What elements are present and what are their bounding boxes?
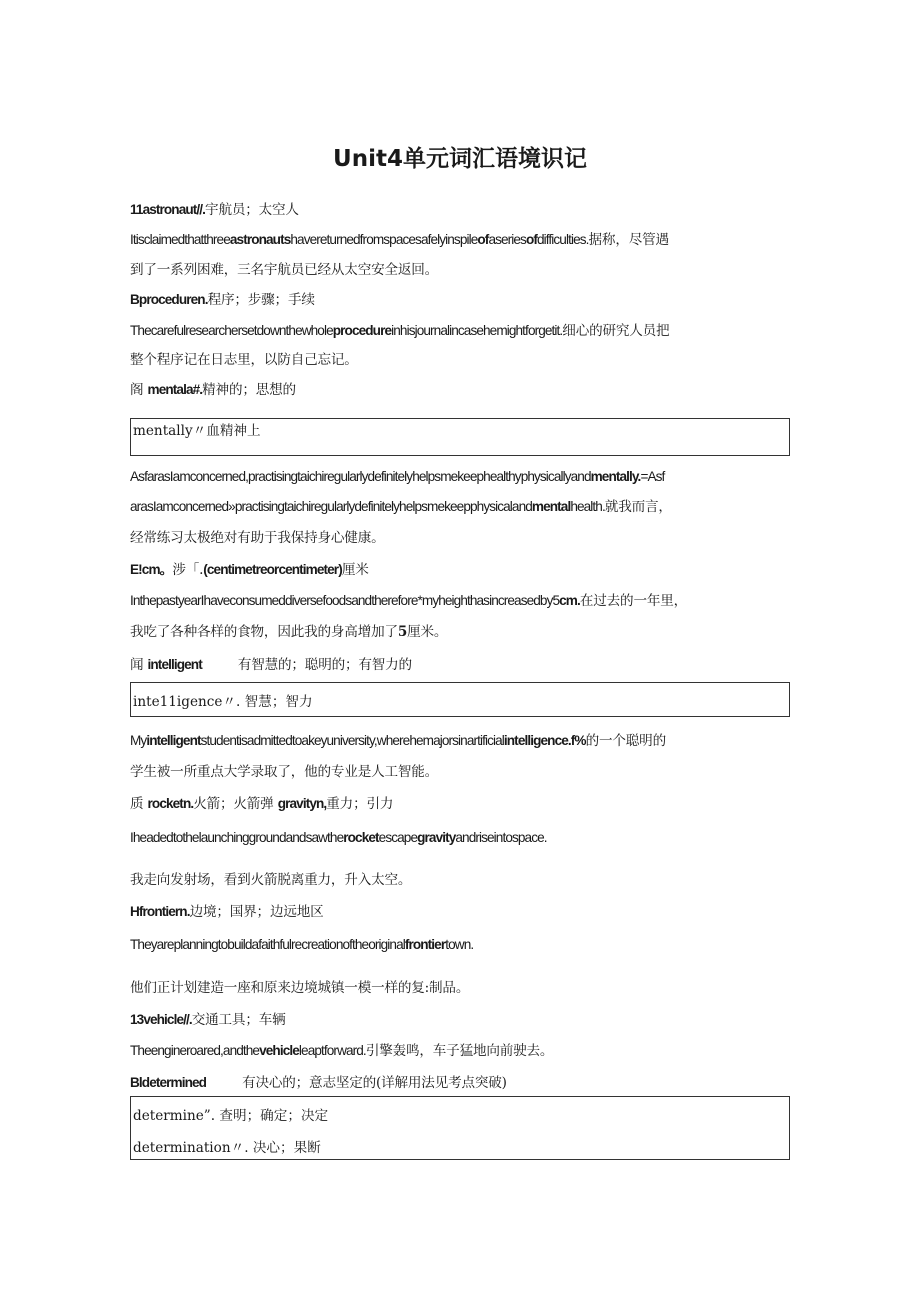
page-title: Unit4单元词汇语境识记 [333,146,587,172]
entry-intelligent: 闻 intelligent 有智慧的；聪明的；有智力的 [130,657,412,673]
sentence-mentally: AsfarasIamconcerned,practisingtaichiregularlydefinitelyhelpsmekeephealthyphysicallyandmentally.=Asf [130,469,665,484]
translation-rocket: 我走向发射场，看到火箭脱离重力，升入太空。 [130,872,412,888]
derivative-determination: determination〃. 决心；果断 [133,1140,321,1156]
derivative-determine: determine”. 查明；确定；决定 [133,1108,329,1124]
translation-intelligent: 学生被一所重点大学录取了，他的专业是人工智能。 [130,764,439,780]
derivative-box-mentally [130,418,790,456]
sentence-procedure: Thecarefulresearchersetdownthewholeprocedureinhisjournalincasehemightforgetit.细心的研究人员把 [130,323,670,339]
translation-mental: 经常练习太极绝对有助于我保持身心健康。 [130,530,385,546]
sentence-mental: arasIamconcerned»practisingtaichiregularlydefinitelyhelpsmekeepphysicalandmentalhealth.就我而言， [130,499,672,515]
derivative-mentally: mentally〃血精神上 [133,423,261,439]
sentence-astronaut: Itisclaimedthatthreeastronautshavereturnedfromspacesafelyinspileofaseriesofdifficulties.据称，尽管遇 [130,232,669,248]
entry-frontier: Hfrontiern.边境；国界；边远地区 [130,904,324,920]
derivative-box-intelligence [130,682,790,717]
entry-procedure: Bproceduren.程序；步骤；手续 [130,292,315,308]
entry-determined: Bldetermined 有决心的；意志坚定的(详解用法见考点突破) [130,1075,507,1091]
translation-procedure: 整个程序记在日志里，以防自己忘记。 [130,352,358,368]
entry-astronaut: 11astronaut//.宇航员；太空人 [130,202,299,218]
sentence-intelligent: Myintelligentstudentisadmittedtoakeyuniversity,wherehemajorsinartificialintelligence.f%的一个聪明的 [130,733,666,749]
entry-rocket-gravity: 质 rocketn.火箭；火箭弹 gravityn,重力；引力 [130,796,394,812]
sentence-frontier: Theyareplanningtobuildafaithfulrecreationoftheoriginalfrontiertown. [130,937,474,952]
sentence-vehicle: Theengineroared,andthevehicleleaptforward.引擎轰鸣，车子猛地向前驶去。 [130,1043,554,1059]
derivative-box-determine [130,1096,790,1160]
entry-vehicle: 13vehicle//.交通工具；车辆 [130,1012,286,1028]
sentence-rocket: Iheadedtothelaunchinggroundandsawtherocketescapegravityandriseintospace. [130,830,547,845]
derivative-intelligence: inte11igence〃. 智慧；智力 [133,694,313,710]
entry-mental: 阁 mentala#.精神的；思想的 [130,382,296,398]
sentence-cm: InthepastyearIhaveconsumeddiversefoodsandtherefore*myheighthasincreasedby5cm.在过去的一年里， [130,593,688,609]
entry-cm: E!cm。涉「.(centimetreorcentimeter)厘米 [130,562,369,578]
translation-cm: 我吃了各种各样的食物，因此我的身高增加了5厘米。 [130,624,448,640]
translation-astronaut: 到了一系列困难，三名宇航员已经从太空安全返回。 [130,262,439,278]
translation-frontier: 他们正计划建造一座和原来边境城镇一模一样的复:制品。 [130,980,470,996]
